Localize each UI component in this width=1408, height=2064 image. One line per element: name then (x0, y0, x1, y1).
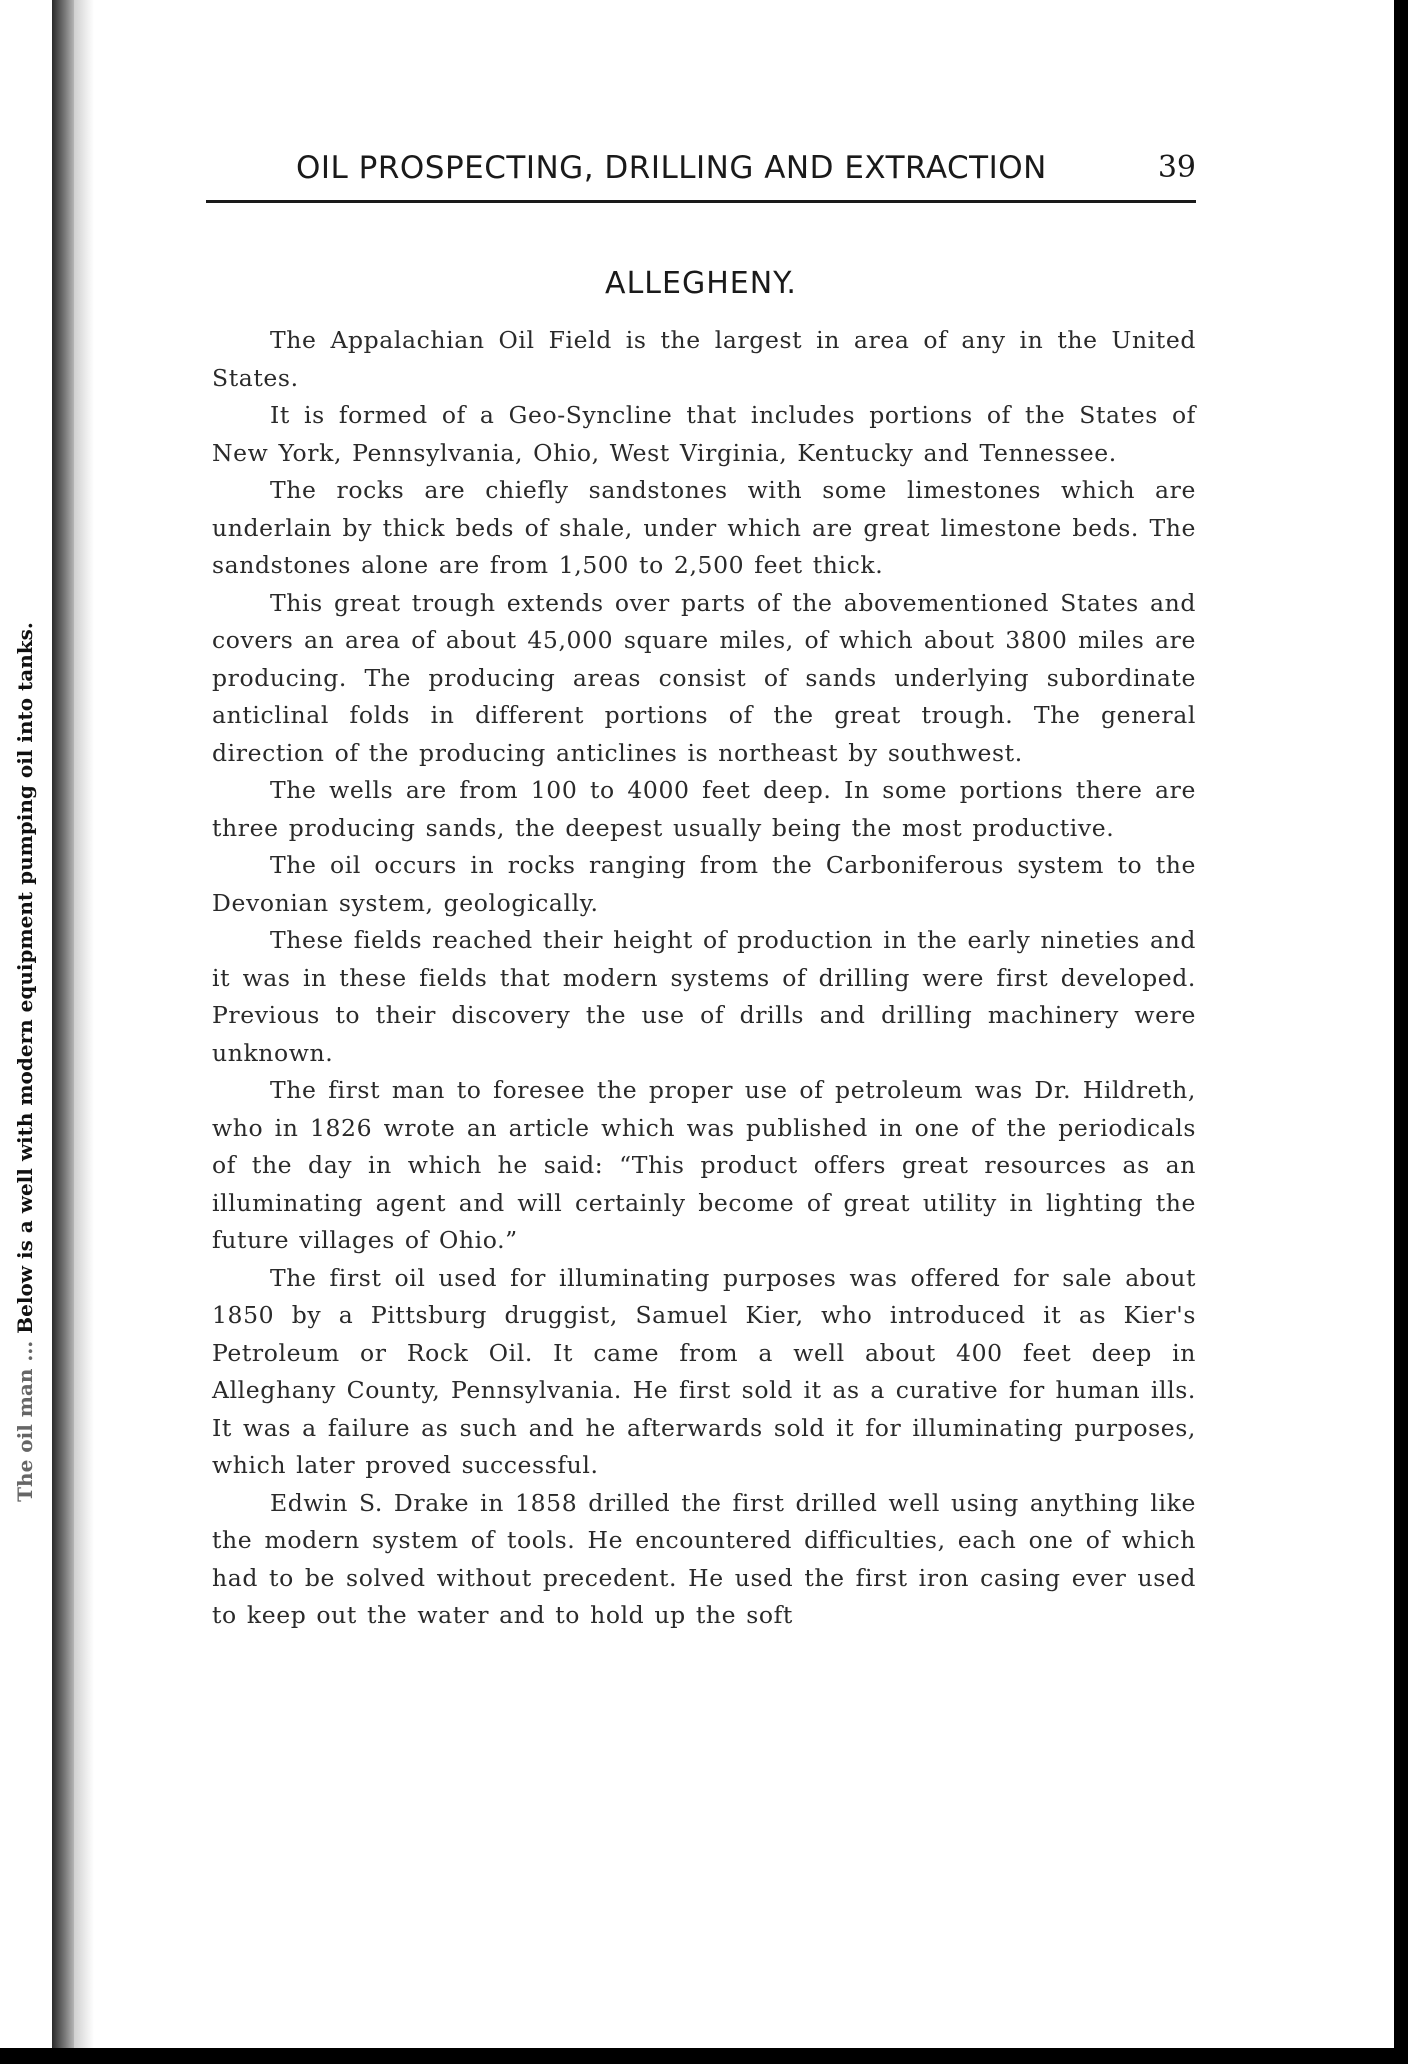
paragraph: The Appalachian Oil Field is the largest in area of any in the United States. (212, 326, 1196, 392)
paragraph: Edwin S. Drake in 1858 drilled the first drilled well using anything like the modern system of tools. He encountered difficulties, each one of which had to be solved without precedent. He used the first iron casing ever used to keep out the water and to hold up the soft (212, 1488, 1196, 1629)
paragraph: These fields reached their height of production in the early nineties and it was in these fields that modern systems of drilling were first developed. Previous to their discovery the use of drills and drilling machinery were unknown. (212, 926, 1196, 1067)
page-gutter-shadow (74, 0, 94, 2048)
running-title: OIL PROSPECTING, DRILLING AND EXTRACTION (296, 150, 1047, 186)
running-header (206, 150, 1196, 194)
bottom-scan-border (0, 2048, 1408, 2064)
page-number: 39 (1157, 150, 1196, 185)
section-heading: ALLEGHENY. (605, 266, 797, 301)
header-rule (206, 200, 1196, 203)
caption-prefix: The oil man ... (13, 1333, 37, 1502)
paragraph: It is formed of a Geo-Syncline that includes portions of the States of New York, Pennsylvania, Ohio, West Virginia, Kentucky and Tennessee. (212, 401, 1196, 467)
caption-text: Below is a well with modern equipment pumping oil into tanks. (13, 622, 37, 1334)
book-binding-gutter (52, 0, 74, 2064)
right-scan-border (1394, 0, 1408, 2064)
paragraph: The oil occurs in rocks ranging from the Carboniferous system to the Devonian system, geologically. (212, 851, 1196, 917)
paragraph: The rocks are chiefly sandstones with some limestones which are underlain by thick beds of shale, under which are great limestone beds. The sandstones alone are from 1,500 to 2,500 feet thick. (212, 476, 1196, 579)
paragraph: The wells are from 100 to 4000 feet deep. In some portions there are three producing sands, the deepest usually being the most productive. (212, 776, 1196, 842)
paragraph: This great trough extends over parts of the abovementioned States and covers an area of about 45,000 square miles, of which about 3800 miles are producing. The producing areas consist of sands underlying subordinate anticlinal folds in different portions of the great trough. The general direction of the producing anticlines is northeast by southwest. (212, 588, 1196, 767)
left-margin-strip (0, 0, 52, 2064)
rotated-photo-caption (13, 297, 37, 1827)
body-text (212, 322, 1196, 1635)
paragraph: The first man to foresee the proper use of petroleum was Dr. Hildreth, who in 1826 wrote an article which was published in one of the periodicals of the day in which he said: “This product offers great resources as an illuminating agent and will certainly become of great utility in lighting the future villages of Ohio.” (212, 1076, 1196, 1254)
paragraph: The first oil used for illuminating purposes was offered for sale about 1850 by a Pittsburg druggist, Samuel Kier, who introduced it as Kier's Petroleum or Rock Oil. It came from a well about 400 feet deep in Alleghany County, Pennsylvania. He first sold it as a curative for human ills. It was a failure as such and he afterwards sold it for illuminating purposes, which later proved successful. (212, 1263, 1196, 1479)
